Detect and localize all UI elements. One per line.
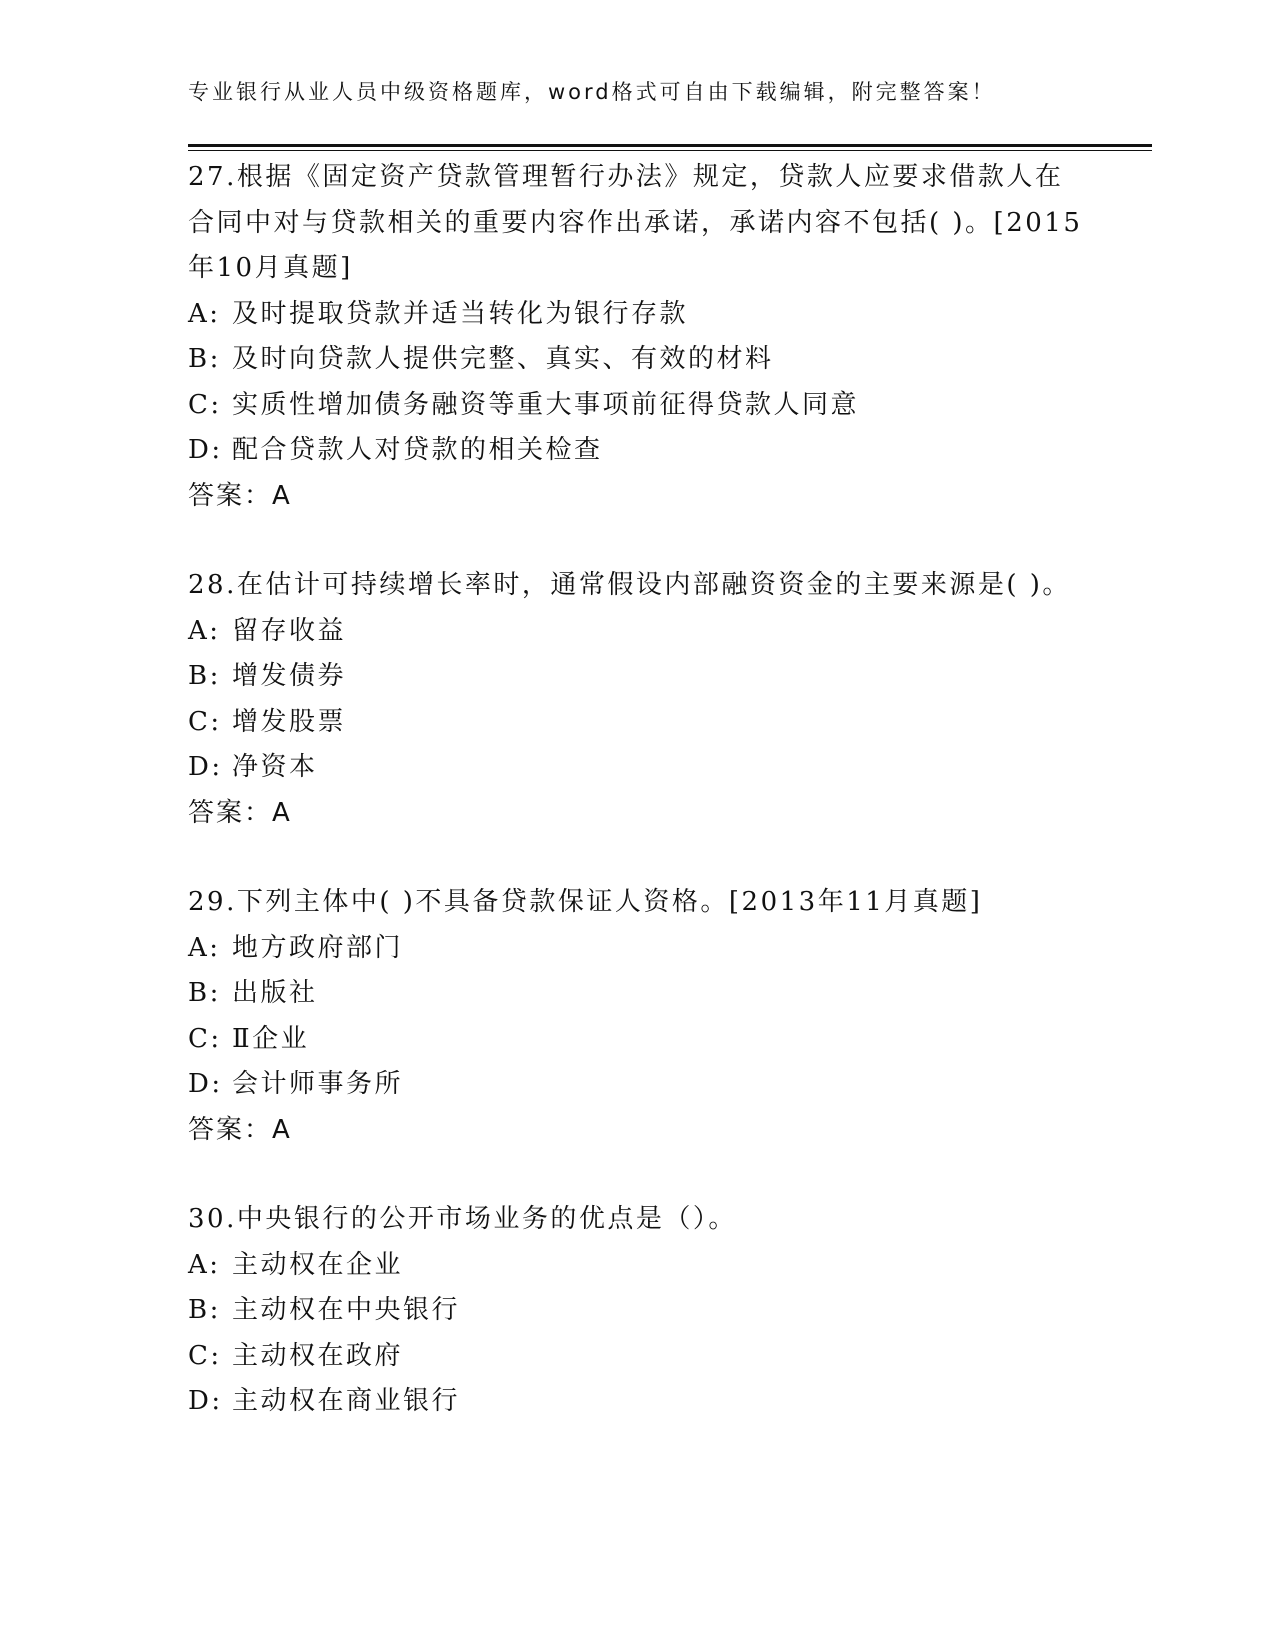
option-letter: D: [188,752,223,782]
option-letter: C: [188,389,222,420]
option-letter: D: [188,435,223,465]
question-stem: 28.在估计可持续增长率时，通常假设内部融资资金的主要来源是( )。 [188,570,1071,600]
option-text: 配合贷款人对贷款的相关检查 [232,435,603,465]
option-text: 地方政府部门 [232,932,404,963]
option-letter: C: [188,706,222,737]
option-text: Ⅱ企业 [232,1023,310,1054]
option-text: 增发股票 [232,706,347,737]
option-d [188,428,1108,474]
option-a [188,1243,1108,1289]
option-letter: D: [188,1069,223,1099]
option-list [188,292,1108,474]
option-list [188,1243,1108,1425]
option-a [188,292,1108,338]
option-a [188,926,1108,972]
option-b [188,654,1108,700]
question-30 [188,1197,1108,1425]
option-b [188,337,1108,383]
page-header: 专业银行从业人员中级资格题库，word格式可自由下载编辑，附完整答案！ [188,80,996,104]
option-letter: C: [188,1340,222,1371]
option-c [188,1334,1108,1380]
option-text: 会计师事务所 [232,1069,404,1099]
header-rule-thin [188,150,1152,151]
option-text: 增发债券 [232,661,347,691]
option-letter: B: [188,1295,221,1325]
answer-line: 答案：A [188,1114,292,1145]
answer-line: 答案：A [188,797,292,828]
option-text: 主动权在企业 [232,1249,404,1280]
option-letter: A: [188,615,221,646]
option-d [188,745,1108,791]
option-letter: C: [188,1023,222,1054]
option-c [188,383,1108,429]
question-list [188,155,1108,1425]
option-text: 主动权在政府 [232,1340,404,1371]
question-stem: 27.根据《固定资产贷款管理暂行办法》规定，贷款人应要求借款人在合同中对与贷款相关的重要内容作出承诺，承诺内容不包括( )。[2015年10月真题] [188,162,1083,283]
option-text: 出版社 [232,978,318,1008]
answer-line: 答案：A [188,480,292,511]
option-c [188,1017,1108,1063]
option-text: 留存收益 [232,615,347,646]
option-text: 主动权在商业银行 [232,1386,461,1416]
option-d [188,1062,1108,1108]
option-text: 及时向贷款人提供完整、真实、有效的材料 [232,344,774,374]
option-a [188,609,1108,655]
option-letter: A: [188,932,221,963]
option-d [188,1379,1108,1425]
question-28 [188,563,1108,836]
question-stem: 29.下列主体中( )不具备贷款保证人资格。[2013年11月真题] [188,887,983,917]
option-letter: A: [188,298,221,329]
option-list [188,926,1108,1108]
option-c [188,700,1108,746]
option-letter: A: [188,1249,221,1280]
option-list [188,609,1108,791]
option-letter: B: [188,661,221,691]
option-text: 及时提取贷款并适当转化为银行存款 [232,298,689,329]
option-b [188,1288,1108,1334]
option-text: 主动权在中央银行 [232,1295,461,1325]
option-letter: B: [188,344,221,374]
header-rule-thick [188,144,1152,147]
option-text: 实质性增加债务融资等重大事项前征得贷款人同意 [232,389,860,420]
option-letter: D: [188,1386,223,1416]
option-b [188,971,1108,1017]
question-29 [188,880,1108,1153]
question-27 [188,155,1108,519]
option-text: 净资本 [232,752,318,782]
option-letter: B: [188,978,221,1008]
question-stem: 30.中央银行的公开市场业务的优点是（）。 [188,1204,737,1234]
